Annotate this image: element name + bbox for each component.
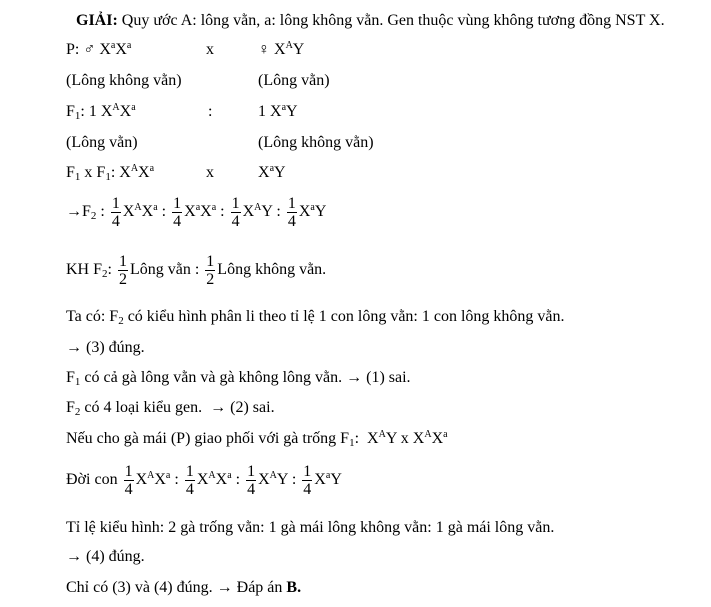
fraction-quarter: $\frac{1}{4}$ <box>231 194 240 230</box>
ti-le-line: Tỉ lệ kiểu hình: 2 gà trống vằn: 1 gà mái lông không vằn: 1 gà mái lông vằn. <box>66 519 555 536</box>
heading-line <box>76 11 665 31</box>
f1-left: $F_1$: 1 $X^AX^a$ <box>66 102 136 122</box>
fraction-half: $\frac{1}{2}$ <box>118 252 127 288</box>
kh-f2-label: KH $F_2$: <box>66 261 112 280</box>
f1-pheno-left: (Lông vằn) <box>66 134 138 151</box>
p-female <box>258 40 304 60</box>
kh-f2-line <box>66 250 326 290</box>
female-symbol-icon: ♀ <box>258 41 270 58</box>
f1xf1-right: $X^aY$ <box>258 163 286 181</box>
p-label: P: <box>66 41 80 58</box>
male-symbol-icon: ♂ <box>83 41 96 58</box>
solution-label: GIẢI: <box>76 12 118 29</box>
statement-4: → (4) đúng. <box>66 548 145 565</box>
p-pheno-left: (Lông không vằn) <box>66 72 182 89</box>
answer-letter: B. <box>286 579 302 596</box>
p-cross: x <box>206 41 214 58</box>
p-male <box>66 40 131 60</box>
statement-2: $F_2$ có 4 loại kiểu gen. → (2) sai. <box>66 399 275 418</box>
f2-prefix: $\to F_2$ : <box>66 203 105 222</box>
f1-right: 1 $X^aY$ <box>258 102 298 120</box>
kh-pheno-1: Lông vằn : <box>129 261 200 278</box>
fraction-half: $\frac{1}{2}$ <box>206 252 215 288</box>
fraction-quarter: $\frac{1}{4}$ <box>303 462 312 498</box>
conclusion-text: Chỉ có (3) và (4) đúng. → Đáp án <box>66 579 283 596</box>
doi-con-label: Đời con <box>66 471 118 488</box>
p-female-genotype: $X^AY$ <box>274 40 305 58</box>
f1xf1-cross: x <box>206 164 214 181</box>
doi-con-line: Đời con $\frac{1}{4}$ $X^AX^a$ : $\frac{1}{4}$ $X^AX^a$ : $\frac{1}{4}$ $X^AY$ : $\frac{1}{4}$ $X^aY$ <box>66 462 342 498</box>
neu-line: Nếu cho gà mái (P) giao phối với gà trống $F_1$: $X^AY$ x $X^AX^a$ <box>66 429 448 449</box>
statement-1: $F_1$ có cả gà lông vằn và gà không lông vằn. → (1) sai. <box>66 369 411 388</box>
f2-line: $\to F_2$ : $\frac{1}{4}$ $X^AX^a$ : $\frac{1}{4}$ $X^aX^a$ : $\frac{1}{4}$ $X^AY$ : $\frac{1}{4}$ $X^aY$ <box>66 194 327 230</box>
f1-colon: : <box>208 103 213 120</box>
fraction-quarter: $\frac{1}{4}$ <box>124 462 133 498</box>
f1-pheno-right: (Lông không vằn) <box>258 134 374 151</box>
f1xf1-left: $F_1$ x $F_1$: $X^AX^a$ <box>66 163 155 183</box>
statement-3: → (3) đúng. <box>66 339 145 356</box>
heading-text: Quy ước A: lông vằn, a: lông không vằn. Gen thuộc vùng không tương đồng NST X. <box>117 12 665 29</box>
kh-pheno-2: Lông không vằn. <box>217 261 327 278</box>
fraction-quarter: $\frac{1}{4}$ <box>247 462 256 498</box>
p-male-genotype: $X^aX^a$ <box>99 40 132 58</box>
fraction-quarter: $\frac{1}{4}$ <box>173 194 182 230</box>
fraction-quarter: $\frac{1}{4}$ <box>111 194 120 230</box>
conclusion-line <box>66 578 301 598</box>
fraction-quarter: $\frac{1}{4}$ <box>185 462 194 498</box>
ta-co-line: Ta có: $F_2$ có kiểu hình phân li theo tỉ lệ 1 con lông vằn: 1 con lông không vằn. <box>66 308 565 327</box>
fraction-quarter: $\frac{1}{4}$ <box>287 194 296 230</box>
p-pheno-right: (Lông vằn) <box>258 72 330 89</box>
